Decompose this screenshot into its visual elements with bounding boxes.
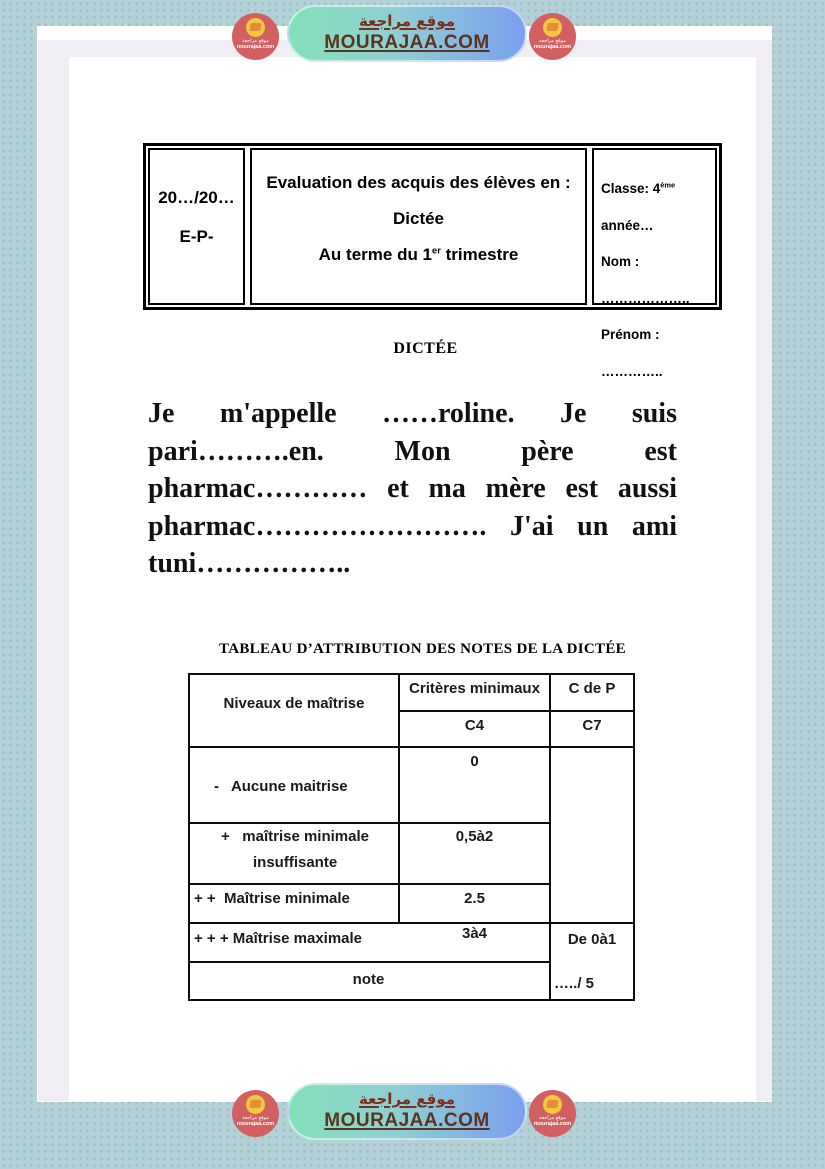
cell-value-c4: 3à4 [461,925,488,942]
logo-book-icon [246,1095,265,1114]
classe-text-end: année… [601,217,654,233]
banner-domain-link[interactable]: MOURAJAA.COM [324,32,490,53]
table-border [188,961,551,963]
ep-label: E-P- [179,227,214,246]
mourajaa-logo-icon [529,13,576,60]
column-header-criteres: Critères minimaux [409,680,540,697]
mourajaa-logo-icon [529,1090,576,1137]
table-border [188,922,635,924]
dictee-section-title: DICTÉE [393,340,458,357]
banner-arabic-text: موقع مراجعة [358,1090,456,1108]
cell-label-niveau: - Aucune maitrise [214,778,348,795]
table-border [633,673,635,1001]
header-cell-score [148,148,245,305]
logo-arabic-label: موقع مراجعة [242,1115,269,1121]
table-border [188,673,190,1001]
table-border [188,822,551,824]
cell-value-cdep: De 0à1 [567,931,617,948]
dictation-line: pharmac………… et ma mère est aussi [148,473,677,504]
term-text-end: trimestre [440,245,519,264]
logo-book-icon [246,18,265,37]
logo-book-icon [543,18,562,37]
table-border [188,673,635,675]
notes-table-title: TABLEAU D’ATTRIBUTION DES NOTES DE LA DICTÉE [219,641,626,657]
dictation-line: tuni…………….. [148,548,351,579]
cell-label-niveau: + maîtrise minimale [221,828,369,845]
term-label [252,237,585,273]
subject-label: Dictée [392,209,445,228]
logo-arabic-label: موقع مراجعة [539,1115,566,1121]
logo-arabic-label: موقع مراجعة [539,38,566,44]
classe-text: Classe: 4 [601,181,661,196]
dictation-line: pharmac……………………. J'ai un ami [148,510,677,542]
term-text: Au terme du 1 [318,245,433,264]
cell-value-c4: 2.5 [464,890,485,907]
cell-label-niveau-line2: insuffisante [253,854,338,871]
logo-domain-label: mourajaa.com [236,44,275,50]
table-border [398,710,635,712]
column-header-niveaux: Niveaux de maîtrise [223,695,365,712]
subheader-c4: C4 [464,717,485,734]
dictation-text [148,395,677,583]
evaluation-title: Evaluation des acquis des élèves en : [266,173,571,192]
banner-bottom[interactable] [287,1083,527,1140]
page-shadow-left [38,40,69,1101]
cell-label-niveau: + + + Maîtrise maximale [194,930,363,947]
dictation-line: Je m'appelle ……roline. Je suis [148,398,677,429]
header-cell-title [250,148,587,305]
banner-domain-link[interactable]: MOURAJAA.COM [324,1110,490,1131]
logo-domain-label: mourajaa.com [533,1121,572,1127]
subheader-c7: C7 [582,717,602,734]
header-table [143,143,722,379]
prenom-field: Prénom : ………….. [601,327,663,379]
logo-book-icon [543,1095,562,1114]
page-shadow-right [756,40,772,1101]
cell-label-note: note [352,971,385,988]
logo-arabic-label: موقع مراجعة [242,38,269,44]
cell-label-niveau: + + Maîtrise minimale [194,890,350,907]
table-border [188,999,635,1001]
cell-value-c4: 0 [470,753,479,770]
banner-arabic-text: موقع مراجعة [358,12,456,30]
column-header-cdep: C de P [568,680,616,697]
mourajaa-logo-icon [232,13,279,60]
cell-value-note-sur5: …../ 5 [554,975,595,992]
classe-superscript: ème [660,180,676,190]
logo-domain-label: mourajaa.com [236,1121,275,1127]
notes-table [188,673,635,1001]
term-superscript: er [432,245,441,256]
table-border [188,883,551,885]
cell-value-c4: 0,5à2 [455,828,494,845]
header-cell-student [592,148,717,379]
mourajaa-logo-icon [232,1090,279,1137]
classe-field [601,171,715,244]
school-year: 20…/20… [158,188,235,207]
banner-top[interactable] [287,5,527,62]
logo-domain-label: mourajaa.com [533,44,572,50]
table-border [188,746,635,748]
dictation-line: pari……….en. Mon père est [148,435,677,467]
nom-field: Nom : ……………….. [601,254,690,306]
